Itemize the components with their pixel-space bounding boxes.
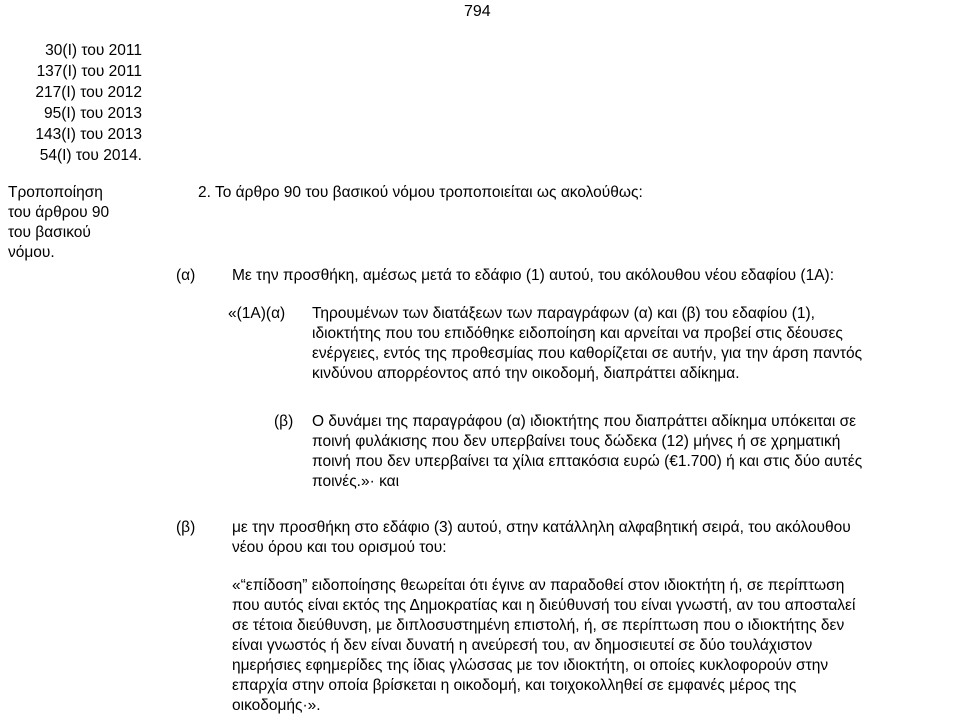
amending-law: 54(I) του 2014. (39, 147, 142, 164)
text-line: «“επίδοση” ειδοποίησης θεωρείται ότι έγινε αν παραδοθεί στον ιδιοκτήτη ή, σε περίπτωση (232, 577, 845, 594)
text-line: κινδύνου απορρέοντος από την οικοδομή, διαπράττει αδίκημα. (312, 365, 740, 382)
item-a-text: Με την προσθήκη, αμέσως μετά το εδάφιο (1) αυτού, του ακόλουθου νέου εδαφίου (1Α): (232, 267, 834, 284)
text-line: Ο δυνάμει της παραγράφου (α) ιδιοκτήτης που διαπράττει αδίκημα υπόκειται σε (312, 413, 857, 430)
section-intro: Το άρθρο 90 του βασικού νόμου τροποποιείται ως ακολούθως: (214, 184, 643, 201)
margin-note (8, 183, 158, 263)
text-line: σε τέτοια διεύθυνση, με διπλοσυστημένη επιστολή, ή, σε περίπτωση που ο ιδιοκτήτης δεν (232, 617, 845, 634)
text-line: οικοδομής·». (232, 697, 321, 714)
item-b-text (232, 518, 956, 558)
margin-note-line: Τροποποίηση (8, 184, 103, 201)
amending-laws-list (8, 40, 142, 166)
text-line: νέου όρου και του ορισμού του: (232, 539, 447, 556)
text-line: ημερήσιες εφημερίδες της ίδιας γλώσσας με τον ιδιοκτήτη, οι οποίες κυκλοφορούν στην (232, 657, 829, 674)
text-line: με την προσθήκη στο εδάφιο (3) αυτού, στην κατάλληλη αλφαβητική σειρά, του ακόλουθου (232, 519, 851, 536)
section-number: 2. (198, 184, 211, 201)
amending-law: 143(I) του 2013 (35, 126, 142, 143)
amending-law: 217(I) του 2012 (35, 84, 142, 101)
section-heading (198, 183, 643, 203)
text-line: που αυτός είναι εκτός της Δημοκρατίας και η διεύθυνσή του είναι γνωστή, αν του αποσταλεί (232, 597, 856, 614)
subsection-1b-text (312, 412, 956, 492)
definition-text (232, 576, 956, 716)
amending-law: 137(I) του 2011 (36, 63, 142, 80)
subsection-1a-text (312, 304, 956, 384)
item-a-label: (α) (176, 267, 196, 284)
text-line: επαρχία στην οποία βρίσκεται η οικοδομή, και τοιχοκολληθεί σε εμφανές μέρος της (232, 677, 797, 694)
subsection-1b-label: (β) (274, 413, 294, 430)
text-line: είναι γνωστός ή δεν είναι δυνατή η ανεύρεσή του, αν δημοσιευτεί σε δύο τουλάχιστον (232, 637, 813, 654)
amending-law: 95(I) του 2013 (44, 105, 142, 122)
margin-note-line: του άρθρου 90 (8, 204, 110, 221)
item-b-label: (β) (176, 519, 196, 536)
amending-law: 30(I) του 2011 (45, 42, 142, 59)
text-line: ποινή φυλάκισης που δεν υπερβαίνει τους δώδεκα (12) μήνες ή σε χρηματική (312, 433, 841, 450)
subsection-1a-label: «(1Α)(α) (228, 305, 286, 322)
text-line: Τηρουμένων των διατάξεων των παραγράφων (α) και (β) του εδαφίου (1), (312, 305, 815, 322)
page-number: 794 (464, 3, 491, 20)
text-line: ενέργειες, εντός της προθεσμίας που καθορίζεται σε αυτήν, για την άρση παντός (312, 345, 863, 362)
text-line: ιδιοκτήτης που του επιδόθηκε ειδοποίηση και αρνείται να προβεί στις δέουσες (312, 325, 843, 342)
margin-note-line: του βασικού (8, 224, 91, 241)
text-line: ποινές.»· και (312, 473, 400, 490)
text-line: ποινή που δεν υπερβαίνει τα χίλια επτακόσια ευρώ (€1.700) ή και στις δύο αυτές (312, 453, 863, 470)
margin-note-line: νόμου. (8, 244, 55, 261)
